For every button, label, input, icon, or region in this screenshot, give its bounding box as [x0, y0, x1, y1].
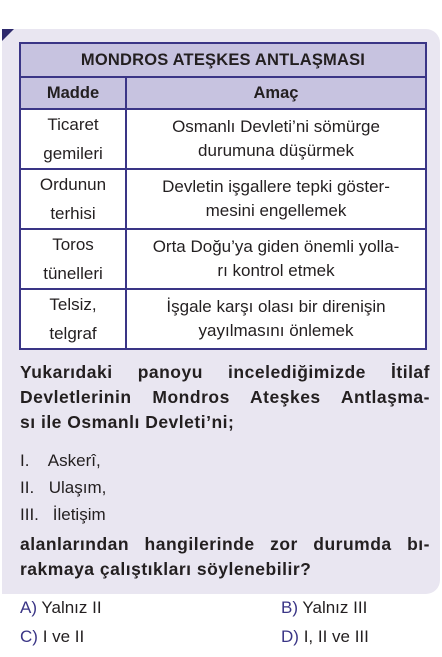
column-header-item: Madde — [20, 77, 126, 109]
numbered-option — [20, 474, 320, 501]
item-line: tünelleri — [43, 264, 103, 283]
purpose-line: durumuna düşürmek — [198, 141, 354, 160]
info-table — [19, 42, 427, 350]
purpose-cell — [126, 109, 426, 169]
numbered-option — [20, 447, 320, 474]
purpose-line: Devletin işgallere tepki göster- — [162, 177, 390, 196]
item-line: Ticaret — [47, 115, 99, 134]
numbered-option — [20, 501, 320, 528]
item-line: terhisi — [50, 204, 96, 223]
item-line: Ordunun — [39, 175, 107, 194]
answer-text: Yalnız II — [41, 598, 102, 617]
item-line: Toros — [52, 235, 94, 254]
purpose-line: Orta Doğu’ya giden önemli yolla- — [152, 237, 400, 256]
answer-choice-b[interactable] — [281, 598, 367, 618]
column-header-purpose: Amaç — [126, 77, 426, 109]
purpose-line: mesini engellemek — [205, 201, 347, 220]
item-line: telgraf — [49, 324, 97, 343]
question-tail — [20, 532, 430, 582]
option-text: İletişim — [52, 505, 106, 524]
purpose-cell — [126, 289, 426, 349]
answer-text: I ve II — [42, 627, 85, 646]
item-cell — [20, 109, 126, 169]
item-cell — [20, 289, 126, 349]
answer-letter: D) — [281, 627, 299, 646]
question-line: Yukarıdaki panoyu incelediğimizde İtilaf — [20, 362, 430, 382]
answer-choice-c[interactable] — [20, 627, 84, 647]
numbered-options — [20, 447, 320, 528]
item-line: gemileri — [43, 144, 103, 163]
question-line: Devletlerinin Mondros Ateşkes Antlaşma- — [20, 387, 430, 407]
option-text: Ulaşım, — [48, 478, 107, 497]
purpose-cell — [126, 229, 426, 289]
question-line: alanlarından hangilerinde zor durumda bı- — [20, 534, 430, 554]
item-cell — [20, 169, 126, 229]
answer-text: Yalnız III — [302, 598, 368, 617]
question-stem — [20, 360, 430, 435]
corner-mark — [2, 29, 14, 41]
purpose-line: Osmanlı Devleti’ni sömürge — [172, 117, 380, 136]
item-line: Telsiz, — [49, 295, 97, 314]
answer-text: I, II ve III — [303, 627, 369, 646]
item-cell — [20, 229, 126, 289]
option-text: Askerî, — [47, 451, 101, 470]
answer-letter: C) — [20, 627, 38, 646]
answer-choice-a[interactable] — [20, 598, 102, 618]
purpose-line: İşgale karşı olası bir direnişin — [166, 297, 386, 316]
option-number: I. — [20, 451, 30, 470]
answer-letter: B) — [281, 598, 298, 617]
table-title: MONDROS ATEŞKES ANTLAŞMASI — [20, 43, 426, 77]
option-number: III. — [20, 505, 39, 524]
answer-choice-d[interactable] — [281, 627, 369, 647]
option-number: II. — [20, 478, 35, 497]
table-row — [20, 169, 426, 229]
question-line: rakmaya çalıştıkları söylenebilir? — [20, 559, 312, 579]
table-row — [20, 229, 426, 289]
answer-letter: A) — [20, 598, 37, 617]
purpose-cell — [126, 169, 426, 229]
table-row — [20, 289, 426, 349]
question-line: sı ile Osmanlı Devleti’ni; — [20, 412, 235, 432]
purpose-line: yayılmasını önlemek — [198, 321, 354, 340]
purpose-line: rı kontrol etmek — [217, 261, 335, 280]
table-row — [20, 109, 426, 169]
